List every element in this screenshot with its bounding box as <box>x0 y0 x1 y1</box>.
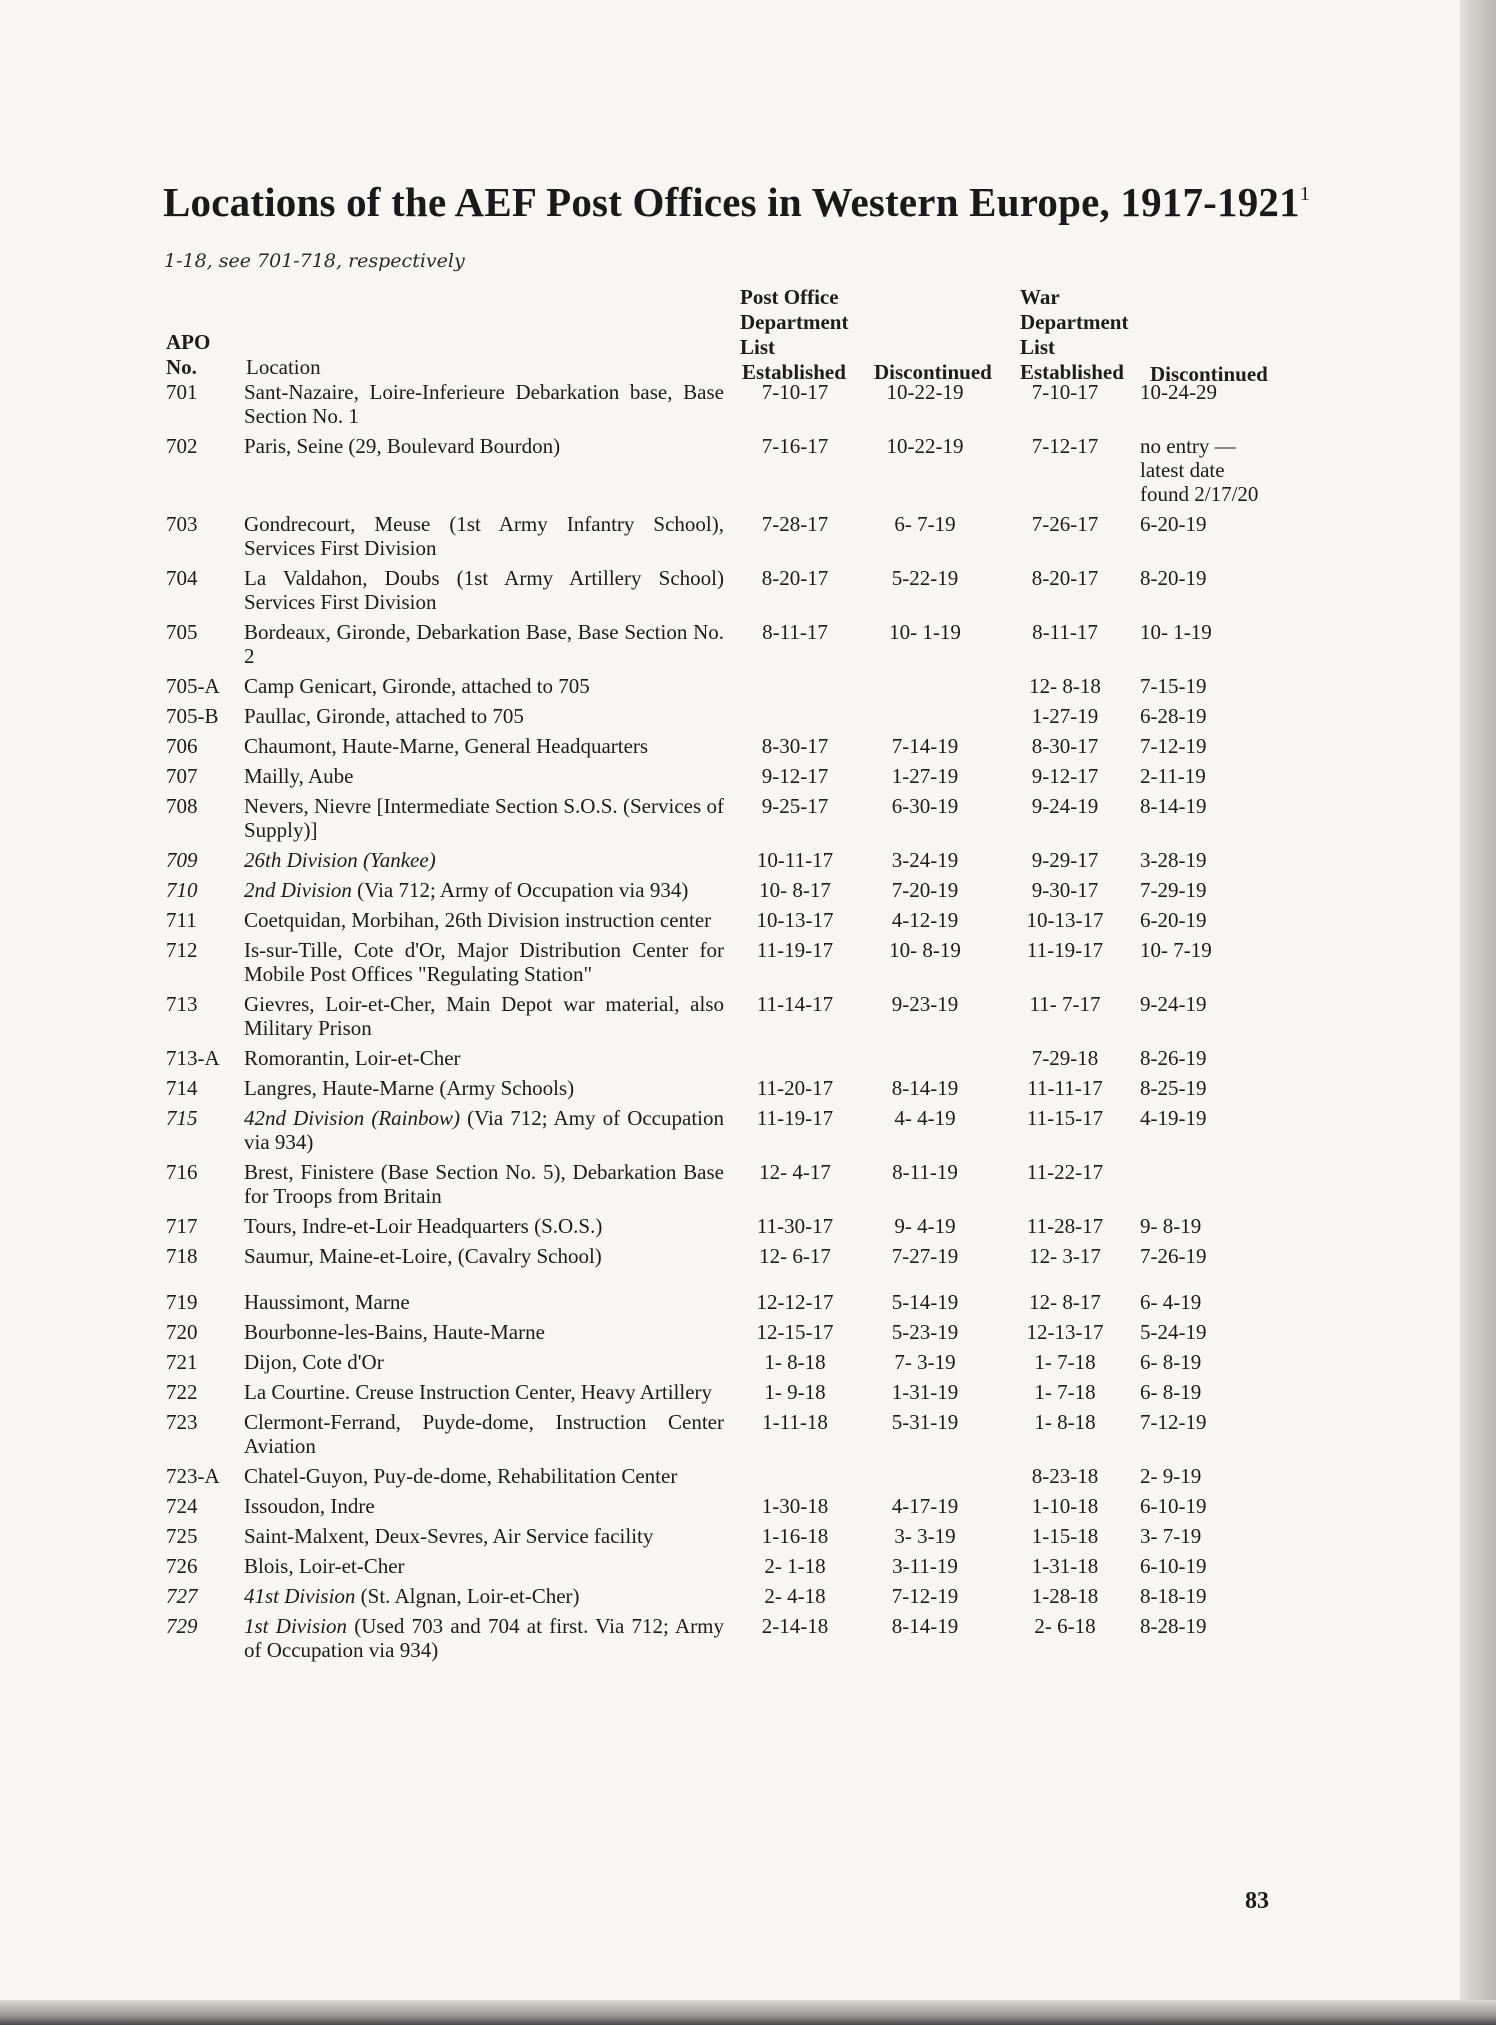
apo-number: 709 <box>166 848 198 872</box>
wd-discontinued-date: 7-12-19 <box>1140 734 1207 758</box>
page-edge-shadow <box>1460 0 1496 2025</box>
pod-discontinued-date: 7-14-19 <box>891 734 959 758</box>
table-row <box>0 1290 1400 1314</box>
location-description: (Via 712; Army of Occupation via 934) <box>351 878 689 902</box>
wd-discontinued-date: 6-20-19 <box>1140 908 1207 932</box>
pod-discontinued-date: 7-12-19 <box>891 1584 959 1608</box>
pod-discontinued-date: 8-14-19 <box>891 1614 959 1638</box>
location-text <box>244 1244 724 1268</box>
location-description: Gondrecourt, Meuse (1st Army Infantry School), Services First Division <box>244 512 724 560</box>
location-description: Dijon, Cote d'Or <box>244 1350 384 1374</box>
apo-number: 723-A <box>166 1464 220 1488</box>
table-row <box>0 1380 1400 1404</box>
location-description: La Valdahon, Doubs (1st Army Artillery School) Services First Division <box>244 566 724 614</box>
wd-established-date: 1- 7-18 <box>1034 1350 1096 1374</box>
pod-established-date: 10-11-17 <box>756 848 834 872</box>
wd-discontinued-date: 7-15-19 <box>1140 674 1207 698</box>
location-text <box>244 380 724 428</box>
table-row <box>0 1554 1400 1578</box>
location-text <box>244 1290 724 1314</box>
table-row <box>0 1244 1400 1268</box>
header-location: Location <box>246 355 321 379</box>
apo-number: 704 <box>166 566 198 590</box>
wd-established-date: 8-11-17 <box>1032 620 1098 644</box>
wd-established-date: 1- 7-18 <box>1034 1380 1096 1404</box>
location-text <box>244 878 724 902</box>
table-row <box>0 1350 1400 1374</box>
pod-established-date: 2- 1-18 <box>764 1554 826 1578</box>
location-description: Camp Genicart, Gironde, attached to 705 <box>244 674 590 698</box>
apo-number: 713-A <box>166 1046 220 1070</box>
location-description: Paullac, Gironde, attached to 705 <box>244 704 524 728</box>
wd-established-date: 7-26-17 <box>1031 512 1099 536</box>
location-text <box>244 674 724 698</box>
apo-number: 708 <box>166 794 198 818</box>
pod-established-date: 11-19-17 <box>756 938 834 962</box>
apo-number: 712 <box>166 938 198 962</box>
pod-discontinued-date: 5-14-19 <box>891 1290 959 1314</box>
wd-established-date: 12- 8-18 <box>1029 674 1101 698</box>
apo-number: 726 <box>166 1554 198 1578</box>
table-row <box>0 848 1400 872</box>
location-description: Chatel-Guyon, Puy-de-dome, Rehabilitation Center <box>244 1464 678 1488</box>
table-row <box>0 1464 1400 1488</box>
wd-established-date: 8-23-18 <box>1031 1464 1099 1488</box>
location-description: (Used 703 and 704 at first. Via 712; Army of Occupation via 934) <box>244 1614 724 1662</box>
location-description: Nevers, Nievre [Intermediate Section S.O.S. (Services of Supply)] <box>244 794 724 842</box>
header-wd-established: Established <box>1020 360 1124 384</box>
page-title: Locations of the AEF Post Offices in Western Europe, 1917-1921$^1$ <box>163 179 1311 225</box>
pod-established-date: 9-12-17 <box>761 764 829 788</box>
wd-established-date: 11-22-17 <box>1026 1160 1104 1184</box>
header-pod-discontinued: Discontinued <box>874 360 992 384</box>
location-text <box>244 1214 724 1238</box>
location-text <box>244 848 724 872</box>
wd-discontinued-date: 2-11-19 <box>1140 764 1206 788</box>
pod-established-date: 1-11-18 <box>762 1410 828 1434</box>
wd-discontinued-date: 7-29-19 <box>1140 878 1207 902</box>
location-description: (Via 712; Amy of Occupation via 934) <box>244 1106 724 1154</box>
apo-number: 715 <box>166 1106 198 1130</box>
wd-discontinued-date: 3-28-19 <box>1140 848 1207 872</box>
wd-discontinued-date: 8-14-19 <box>1140 794 1207 818</box>
apo-number: 710 <box>166 878 198 902</box>
apo-table <box>0 380 1400 1662</box>
location-text <box>244 734 724 758</box>
table-row <box>0 1076 1400 1100</box>
table-row <box>0 764 1400 788</box>
wd-discontinued-date: 6-10-19 <box>1140 1554 1207 1578</box>
pod-established-date: 9-25-17 <box>761 794 829 818</box>
wd-established-date: 7-29-18 <box>1031 1046 1099 1070</box>
wd-established-date: 1-10-18 <box>1031 1494 1099 1518</box>
header-apo-no: APO No. <box>166 330 211 379</box>
location-text <box>244 1494 724 1518</box>
location-text <box>244 1046 724 1070</box>
pod-established-date: 10-13-17 <box>756 908 834 932</box>
wd-established-date: 8-20-17 <box>1031 566 1099 590</box>
pod-discontinued-date: 5-22-19 <box>891 566 959 590</box>
wd-discontinued-date: 5-24-19 <box>1140 1320 1207 1344</box>
location-text <box>244 1410 724 1458</box>
pod-established-date: 7-28-17 <box>761 512 829 536</box>
location-text <box>244 1554 724 1578</box>
wd-established-date: 9-24-19 <box>1031 794 1099 818</box>
wd-discontinued-date: 4-19-19 <box>1140 1106 1207 1130</box>
wd-established-date: 10-13-17 <box>1026 908 1104 932</box>
table-row <box>0 1584 1400 1608</box>
pod-established-date: 11-14-17 <box>756 992 834 1016</box>
pod-established-date: 2-14-18 <box>761 1614 829 1638</box>
wd-discontinued-date: 8-26-19 <box>1140 1046 1207 1070</box>
location-text <box>244 1320 724 1344</box>
pod-established-date: 8-20-17 <box>761 566 829 590</box>
apo-number: 706 <box>166 734 198 758</box>
location-text <box>244 1614 724 1662</box>
pod-established-date: 1- 9-18 <box>764 1380 826 1404</box>
location-description: Saumur, Maine-et-Loire, (Cavalry School) <box>244 1244 602 1268</box>
table-row <box>0 1614 1400 1662</box>
wd-established-date: 11-19-17 <box>1026 938 1104 962</box>
wd-discontinued-date: 10-24-29 <box>1140 380 1217 404</box>
table-row <box>0 704 1400 728</box>
wd-discontinued-date: 8-28-19 <box>1140 1614 1207 1638</box>
location-text <box>244 938 724 986</box>
table-row <box>0 1214 1400 1238</box>
location-description: Bourbonne-les-Bains, Haute-Marne <box>244 1320 545 1344</box>
wd-established-date: 1-15-18 <box>1031 1524 1099 1548</box>
location-text <box>244 1584 724 1608</box>
pod-established-date: 11-19-17 <box>756 1106 834 1130</box>
wd-established-date: 1- 8-18 <box>1034 1410 1096 1434</box>
wd-established-date: 11-28-17 <box>1026 1214 1104 1238</box>
wd-established-date: 7-12-17 <box>1031 434 1099 458</box>
table-row <box>0 992 1400 1040</box>
apo-number: 718 <box>166 1244 198 1268</box>
header-war-department: War Department List <box>1020 285 1129 359</box>
apo-number: 703 <box>166 512 198 536</box>
pod-established-date: 12-12-17 <box>756 1290 834 1314</box>
pod-discontinued-date: 3-11-19 <box>892 1554 958 1578</box>
apo-number: 705 <box>166 620 198 644</box>
title-footnote-marker: 1 <box>1299 183 1311 205</box>
division-name: 2nd Division <box>244 878 352 902</box>
location-text <box>244 704 724 728</box>
location-description: Clermont-Ferrand, Puyde-dome, Instruction Center Aviation <box>244 1410 724 1458</box>
pod-discontinued-date: 10-22-19 <box>886 380 964 404</box>
apo-number: 701 <box>166 380 198 404</box>
wd-established-date: 8-30-17 <box>1031 734 1099 758</box>
pod-established-date: 7-16-17 <box>761 434 829 458</box>
wd-discontinued-date: 6- 4-19 <box>1140 1290 1202 1314</box>
division-name: 42nd Division (Rainbow) <box>244 1106 461 1130</box>
location-text <box>244 764 724 788</box>
apo-number: 729 <box>166 1614 198 1638</box>
pod-established-date: 12- 6-17 <box>759 1244 831 1268</box>
location-description: Gievres, Loir-et-Cher, Main Depot war material, also Military Prison <box>244 992 724 1040</box>
location-description: Haussimont, Marne <box>244 1290 410 1314</box>
location-text <box>244 1350 724 1374</box>
location-text <box>244 1380 724 1404</box>
wd-established-date: 9-30-17 <box>1031 878 1099 902</box>
table-row <box>0 878 1400 902</box>
wd-discontinued-date: 6-20-19 <box>1140 512 1207 536</box>
pod-discontinued-date: 7-27-19 <box>891 1244 959 1268</box>
location-text <box>244 1160 724 1208</box>
pod-established-date: 11-20-17 <box>756 1076 834 1100</box>
table-row <box>0 1410 1400 1458</box>
wd-established-date: 11-15-17 <box>1026 1106 1104 1130</box>
pod-discontinued-date: 3- 3-19 <box>894 1524 956 1548</box>
location-description: Is-sur-Tille, Cote d'Or, Major Distribution Center for Mobile Post Offices "Regulating Station" <box>244 938 724 986</box>
location-description: Romorantin, Loir-et-Cher <box>244 1046 461 1070</box>
location-text <box>244 1524 724 1548</box>
location-description: La Courtine. Creuse Instruction Center, Heavy Artillery <box>244 1380 713 1404</box>
location-text <box>244 992 724 1040</box>
wd-discontinued-date: 6- 8-19 <box>1140 1380 1202 1404</box>
wd-established-date: 12- 3-17 <box>1029 1244 1101 1268</box>
pod-discontinued-date: 3-24-19 <box>891 848 959 872</box>
apo-number: 724 <box>166 1494 198 1518</box>
apo-number: 716 <box>166 1160 198 1184</box>
subtitle-note: 1-18, see 701-718, respectively <box>164 250 465 272</box>
table-row <box>0 620 1400 668</box>
pod-discontinued-date: 1-31-19 <box>891 1380 959 1404</box>
apo-number: 713 <box>166 992 198 1016</box>
pod-discontinued-date: 6-30-19 <box>891 794 959 818</box>
wd-established-date: 1-28-18 <box>1031 1584 1099 1608</box>
wd-discontinued-date: 6-10-19 <box>1140 1494 1207 1518</box>
pod-discontinued-date: 4-12-19 <box>891 908 959 932</box>
location-description: Langres, Haute-Marne (Army Schools) <box>244 1076 575 1100</box>
location-text <box>244 1076 724 1100</box>
apo-number: 725 <box>166 1524 198 1548</box>
pod-established-date: 12- 4-17 <box>759 1160 831 1184</box>
pod-discontinued-date: 10- 8-19 <box>889 938 961 962</box>
wd-established-date: 1-27-19 <box>1031 704 1099 728</box>
wd-discontinued-date: 8-20-19 <box>1140 566 1207 590</box>
pod-discontinued-date: 8-11-19 <box>892 1160 958 1184</box>
location-text <box>244 794 724 842</box>
table-row <box>0 1106 1400 1154</box>
wd-discontinued-date: 8-25-19 <box>1140 1076 1207 1100</box>
wd-established-date: 9-29-17 <box>1031 848 1099 872</box>
apo-number: 702 <box>166 434 198 458</box>
table-row <box>0 1160 1400 1208</box>
pod-discontinued-date: 5-23-19 <box>891 1320 959 1344</box>
table-row <box>0 674 1400 698</box>
pod-discontinued-date: 9-23-19 <box>891 992 959 1016</box>
location-description: Coetquidan, Morbihan, 26th Division instruction center <box>244 908 712 932</box>
wd-discontinued-date: 7-26-19 <box>1140 1244 1207 1268</box>
apo-number: 707 <box>166 764 198 788</box>
wd-discontinued-date: 2- 9-19 <box>1140 1464 1202 1488</box>
location-text <box>244 512 724 560</box>
apo-number: 711 <box>166 908 197 932</box>
pod-established-date: 8-30-17 <box>761 734 829 758</box>
wd-discontinued-date: no entry — latest date found 2/17/20 <box>1140 434 1259 506</box>
wd-discontinued-date: 7-12-19 <box>1140 1410 1207 1434</box>
location-description: Paris, Seine (29, Boulevard Bourdon) <box>244 434 561 458</box>
pod-discontinued-date: 9- 4-19 <box>894 1214 956 1238</box>
location-text <box>244 1464 724 1488</box>
apo-number: 705-B <box>166 704 219 728</box>
location-text <box>244 908 724 932</box>
wd-discontinued-date: 6- 8-19 <box>1140 1350 1202 1374</box>
location-description: Bordeaux, Gironde, Debarkation Base, Base Section No. 2 <box>244 620 724 668</box>
location-text <box>244 620 724 668</box>
pod-established-date: 8-11-17 <box>762 620 828 644</box>
pod-discontinued-date: 5-31-19 <box>891 1410 959 1434</box>
table-row <box>0 938 1400 986</box>
pod-established-date: 1- 8-18 <box>764 1350 826 1374</box>
location-description: Tours, Indre-et-Loir Headquarters (S.O.S.) <box>244 1214 603 1238</box>
pod-established-date: 7-10-17 <box>761 380 829 404</box>
apo-number: 705-A <box>166 674 220 698</box>
location-description: Mailly, Aube <box>244 764 354 788</box>
apo-number: 719 <box>166 1290 198 1314</box>
wd-discontinued-date: 6-28-19 <box>1140 704 1207 728</box>
pod-discontinued-date: 8-14-19 <box>891 1076 959 1100</box>
location-text <box>244 1106 724 1154</box>
wd-discontinued-date: 9-24-19 <box>1140 992 1207 1016</box>
table-row <box>0 1494 1400 1518</box>
wd-discontinued-date: 10- 7-19 <box>1140 938 1212 962</box>
page-bottom-shadow <box>0 2000 1496 2025</box>
header-wd-discontinued: Discontinued <box>1150 362 1268 386</box>
location-description: Blois, Loir-et-Cher <box>244 1554 405 1578</box>
pod-established-date: 1-16-18 <box>761 1524 829 1548</box>
wd-established-date: 2- 6-18 <box>1034 1614 1096 1638</box>
wd-discontinued-date: 10- 1-19 <box>1140 620 1212 644</box>
wd-discontinued-date: 8-18-19 <box>1140 1584 1207 1608</box>
division-name: 1st Division <box>244 1614 347 1638</box>
location-description: Saint-Malxent, Deux-Sevres, Air Service facility <box>244 1524 654 1548</box>
apo-number: 723 <box>166 1410 198 1434</box>
pod-established-date: 2- 4-18 <box>764 1584 826 1608</box>
wd-established-date: 9-12-17 <box>1031 764 1099 788</box>
pod-discontinued-date: 10- 1-19 <box>889 620 961 644</box>
table-row <box>0 1320 1400 1344</box>
location-text <box>244 566 724 614</box>
pod-established-date: 12-15-17 <box>756 1320 834 1344</box>
wd-established-date: 11-11-17 <box>1027 1076 1103 1100</box>
pod-discontinued-date: 4-17-19 <box>891 1494 959 1518</box>
pod-discontinued-date: 1-27-19 <box>891 764 959 788</box>
apo-number: 727 <box>166 1584 198 1608</box>
division-name: 41st Division <box>244 1584 356 1608</box>
pod-discontinued-date: 10-22-19 <box>886 434 964 458</box>
table-row <box>0 1046 1400 1070</box>
wd-established-date: 12- 8-17 <box>1029 1290 1101 1314</box>
division-name: 26th Division (Yankee) <box>244 848 436 872</box>
table-row <box>0 512 1400 560</box>
location-description: (St. Algnan, Loir-et-Cher) <box>355 1584 580 1608</box>
pod-discontinued-date: 6- 7-19 <box>894 512 956 536</box>
wd-discontinued-date: 9- 8-19 <box>1140 1214 1202 1238</box>
table-row <box>0 434 1400 506</box>
apo-number: 714 <box>166 1076 198 1100</box>
table-row <box>0 566 1400 614</box>
location-description: Brest, Finistere (Base Section No. 5), Debarkation Base for Troops from Britain <box>244 1160 724 1208</box>
location-description: Sant-Nazaire, Loire-Inferieure Debarkation base, Base Section No. 1 <box>244 380 724 428</box>
wd-established-date: 11- 7-17 <box>1029 992 1101 1016</box>
pod-established-date: 10- 8-17 <box>759 878 831 902</box>
location-description: Chaumont, Haute-Marne, General Headquarters <box>244 734 649 758</box>
header-pod-established: Established <box>742 360 846 384</box>
pod-established-date: 11-30-17 <box>756 1214 834 1238</box>
table-row <box>0 734 1400 758</box>
pod-established-date: 1-30-18 <box>761 1494 829 1518</box>
apo-number: 721 <box>166 1350 198 1374</box>
apo-number: 722 <box>166 1380 198 1404</box>
wd-established-date: 7-10-17 <box>1031 380 1099 404</box>
pod-discontinued-date: 7-20-19 <box>891 878 959 902</box>
location-description: Issoudon, Indre <box>244 1494 375 1518</box>
wd-discontinued-date: 3- 7-19 <box>1140 1524 1202 1548</box>
page-number: 83 <box>1245 1888 1269 1914</box>
apo-number: 717 <box>166 1214 198 1238</box>
table-row <box>0 380 1400 428</box>
table-row <box>0 794 1400 842</box>
apo-number: 720 <box>166 1320 198 1344</box>
location-text <box>244 434 724 458</box>
table-row <box>0 908 1400 932</box>
wd-established-date: 12-13-17 <box>1026 1320 1104 1344</box>
wd-established-date: 1-31-18 <box>1031 1554 1099 1578</box>
pod-discontinued-date: 4- 4-19 <box>894 1106 956 1130</box>
header-post-office-department: Post Office Department List <box>740 285 849 359</box>
pod-discontinued-date: 7- 3-19 <box>894 1350 956 1374</box>
table-row <box>0 1524 1400 1548</box>
